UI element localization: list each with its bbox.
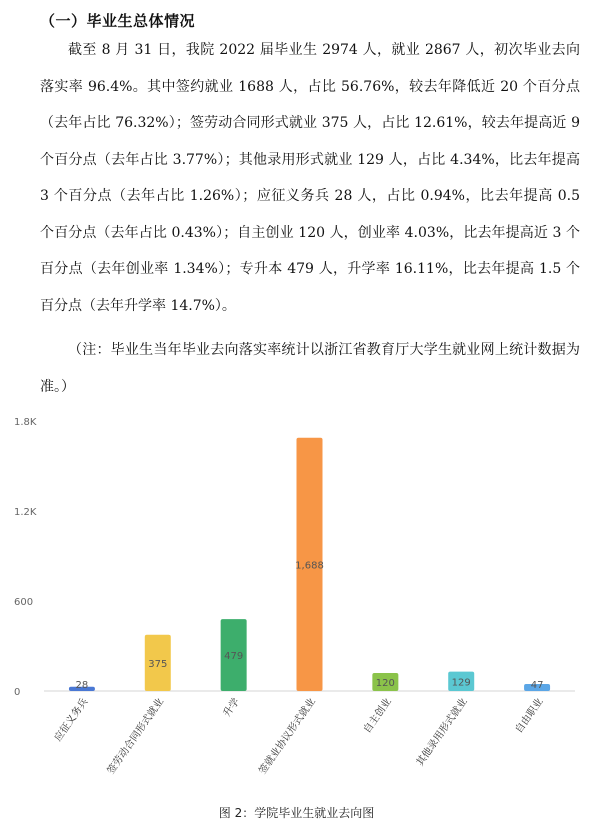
data-label: 28 [75, 680, 89, 691]
y-tick-label: 1.2K [14, 507, 37, 518]
category-label: 自由职业 [513, 696, 546, 736]
category-label: 其他录用形式就业 [414, 696, 470, 769]
data-label: 1,688 [295, 560, 324, 572]
employment-destination-bar-chart [0, 405, 593, 800]
note-paragraph: （注：毕业生当年毕业去向落实率统计以浙江省教育厅大学生就业网上统计数据为准。） [40, 342, 580, 395]
data-label: 129 [451, 677, 471, 689]
category-label: 自主创业 [361, 696, 394, 736]
data-label: 375 [148, 658, 168, 670]
section-heading: （一）毕业生总体情况 [40, 12, 196, 30]
category-label: 升学 [221, 696, 243, 720]
figure-caption: 图 2：学院毕业生就业去向图 [218, 806, 375, 820]
category-label: 签就业协议形式就业 [257, 696, 318, 777]
data-label: 47 [530, 680, 544, 691]
category-label: 签劳动合同形式就业 [105, 696, 167, 777]
summary-paragraph: 截至 8 月 31 日，我院 2022 届毕业生 2974 人，就业 2867 人，初次毕业去向落实率 96.4%。其中签约就业 1688 人，占比 56.76%，较去年降低近 20 个百分点（去年占比 76.32%）；签劳动合同形式就业 375 人，占比 12.61%，较去年提高近 9 个百分点（去年占比 3.77%）；其他录用形式就业 129 人，占比 4.34%，比去年提高 3 个百分点（去年占比 1.26%）；应征义务兵 28 人，占比 0.94%，比去年提高 0.5 个百分点（去年占比 0.43%）；自主创业 120 人，创业率 4.03%，比去年提高近 3 个百分点（去年创业率 1.34%）；专升本 479 人，升学率 16.11%，比去年提高 1.5 个百分点（去年升学率 14.7%）。 [40, 42, 580, 314]
data-label: 120 [375, 678, 395, 689]
data-label: 479 [224, 651, 244, 663]
y-tick-label: 600 [14, 597, 34, 608]
y-tick-label: 0 [14, 687, 21, 698]
category-label: 应征义务兵 [52, 696, 91, 744]
y-tick-label: 1.8K [14, 417, 37, 428]
